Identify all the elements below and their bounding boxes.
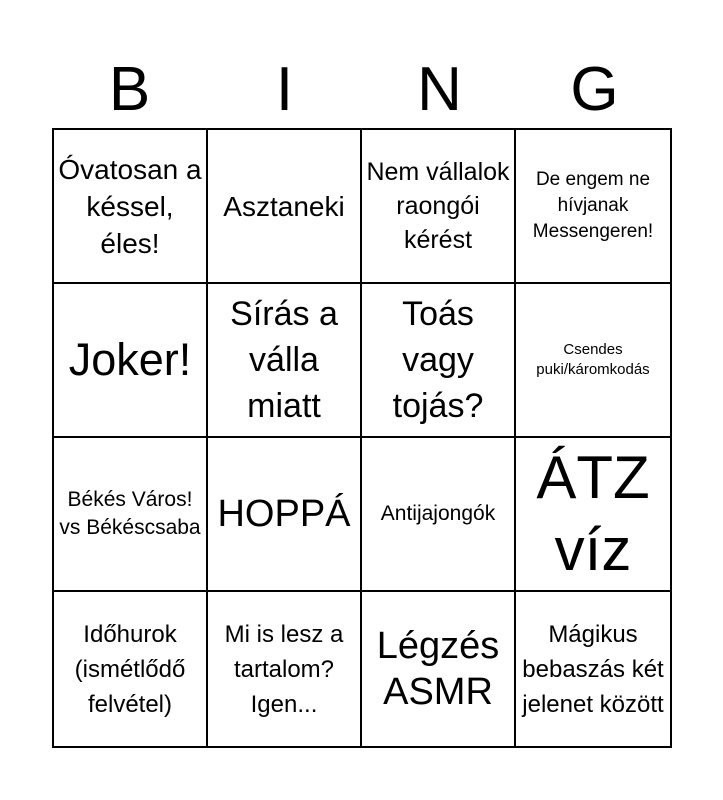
bingo-cell[interactable] (516, 130, 670, 284)
bingo-cell[interactable] (54, 130, 208, 284)
bingo-cell[interactable] (362, 284, 516, 438)
bingo-cell[interactable] (208, 592, 362, 746)
bingo-cell[interactable] (362, 130, 516, 284)
cell-text: HOPPÁ (217, 493, 351, 535)
cell-text: Mi is lesz a tartalom? Igen... (224, 620, 344, 718)
bingo-cell[interactable] (54, 284, 208, 438)
cell-text: Toás vagy tojás? (392, 295, 484, 425)
cell-text: Joker! (68, 334, 192, 385)
bingo-cell[interactable] (54, 438, 208, 592)
header-letter-g: G (570, 55, 619, 124)
bingo-cell[interactable] (516, 438, 670, 592)
bingo-header (52, 52, 672, 128)
cell-text: Csendes puki/káromkodás (536, 341, 650, 378)
bingo-cell[interactable] (516, 592, 670, 746)
bingo-cell[interactable] (208, 438, 362, 592)
bingo-cell[interactable] (208, 284, 362, 438)
cell-text: De engem ne hívjanak Messengeren! (532, 169, 654, 242)
header-letter-n: N (417, 55, 462, 124)
header-letter-i: I (275, 55, 294, 124)
cell-text: Antijajongók (380, 502, 496, 525)
bingo-cell[interactable] (208, 130, 362, 284)
header-letter-b: B (108, 55, 151, 124)
bingo-cell[interactable] (362, 592, 516, 746)
cell-text: Asztaneki (223, 190, 345, 222)
cell-text: Mágikus bebaszás két jelenet között (522, 620, 664, 718)
cell-text: Légzés ASMR (376, 625, 500, 713)
bingo-grid (52, 128, 672, 748)
cell-text: Óvatosan a késsel, éles! (58, 153, 202, 259)
cell-text: Nem vállalok raongói kérést (366, 158, 510, 254)
cell-text: ÁTZ víz (536, 444, 650, 583)
cell-text: Békés Város! vs Békéscsaba (59, 488, 201, 539)
bingo-cell[interactable] (54, 592, 208, 746)
cell-text: Sírás a válla miatt (230, 295, 338, 425)
cell-text: Időhurok (ismétlődő felvétel) (74, 620, 186, 718)
bingo-cell[interactable] (362, 438, 516, 592)
bingo-cell[interactable] (516, 284, 670, 438)
